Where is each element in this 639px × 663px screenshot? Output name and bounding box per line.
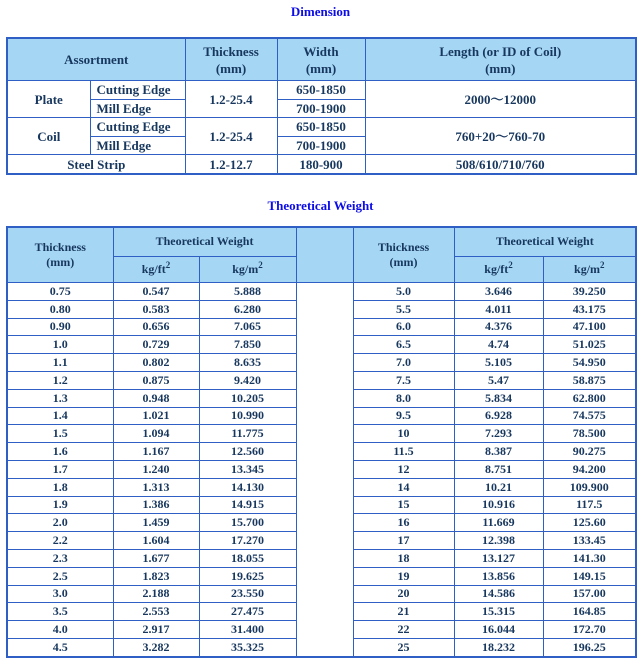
wt-left-thickness-cell: 0.90: [7, 318, 113, 336]
wt-right-kgft-cell: 14.586: [454, 585, 543, 603]
wt-left-kgm-sup: 2: [258, 259, 263, 270]
dim-coil-cutting-edge-cell: Cutting Edge: [90, 118, 185, 137]
weight-section-title: Theoretical Weight: [267, 197, 374, 213]
wt-left-kgft-cell: 0.656: [113, 318, 199, 336]
wt-left-kgft-cell: 2.553: [113, 603, 199, 621]
dim-plate-cutting-edge-cell: Cutting Edge: [90, 81, 185, 100]
wt-left-kgm-cell: 12.560: [199, 443, 296, 461]
wt-right-kgm-cell: 39.250: [543, 282, 636, 300]
dim-header-thickness: [185, 38, 277, 81]
wt-right-thickness-cell: 25: [353, 638, 454, 656]
wt-right-kgm-cell: 125.60: [543, 514, 636, 532]
wt-left-thickness-cell: 1.7: [7, 460, 113, 478]
wt-left-thickness-cell: 2.2: [7, 532, 113, 550]
wt-left-thickness-cell: 2.5: [7, 567, 113, 585]
wt-right-kgft-header: [454, 256, 543, 282]
wt-right-kgm-cell: 78.500: [543, 425, 636, 443]
wt-left-kgft-header: [113, 256, 199, 282]
wt-right-thickness-cell: 14: [353, 478, 454, 496]
wt-left-thickness-cell: 2.0: [7, 514, 113, 532]
wt-left-kgft-cell: 0.875: [113, 371, 199, 389]
wt-right-kgft-cell: 6.928: [454, 407, 543, 425]
wt-right-thickness-cell: 6.0: [353, 318, 454, 336]
wt-left-thickness-cell: 0.80: [7, 300, 113, 318]
wt-left-kgm-cell: 10.990: [199, 407, 296, 425]
wt-left-thickness-cell: 2.3: [7, 549, 113, 567]
wt-left-kgft-cell: 0.802: [113, 354, 199, 372]
wt-left-thickness-header: [7, 227, 113, 283]
wt-right-kgm-cell: 133.45: [543, 532, 636, 550]
dimension-row-steel-strip: [7, 155, 636, 174]
wt-left-kgft-cell: 1.240: [113, 460, 199, 478]
wt-left-kgft-cell: 0.583: [113, 300, 199, 318]
wt-left-kgft-cell: 1.094: [113, 425, 199, 443]
dim-coil-mill-edge-cell: Mill Edge: [90, 136, 185, 155]
wt-left-kgm-cell: 31.400: [199, 621, 296, 639]
wt-right-thickness-cell: 11.5: [353, 443, 454, 461]
wt-left-theoretical-weight-label: Theoretical Weight: [155, 234, 254, 249]
wt-right-thickness-cell: 22: [353, 621, 454, 639]
wt-right-theoretical-weight-header: [454, 227, 636, 257]
wt-right-thickness-label: Thickness: [377, 239, 430, 254]
wt-left-thickness-cell: 0.75: [7, 282, 113, 300]
wt-right-kgft-cell: 15.315: [454, 603, 543, 621]
wt-right-kgm-cell: 47.100: [543, 318, 636, 336]
wt-right-kgft-cell: 5.47: [454, 371, 543, 389]
wt-left-thickness-cell: 1.3: [7, 389, 113, 407]
wt-left-kgft-cell: 1.677: [113, 549, 199, 567]
wt-right-kgft-cell: 5.834: [454, 389, 543, 407]
wt-right-kgft-cell: 5.105: [454, 354, 543, 372]
dimension-header-row: [7, 38, 636, 81]
dim-header-length: [365, 38, 636, 81]
wt-right-kgm-cell: 196.25: [543, 638, 636, 656]
wt-right-kgft-cell: 7.293: [454, 425, 543, 443]
wt-left-kgft-cell: 2.188: [113, 585, 199, 603]
dimension-table: [6, 37, 637, 175]
theoretical-weight-table: [6, 226, 637, 658]
wt-right-kgm-cell: 94.200: [543, 460, 636, 478]
wt-left-kgft-cell: 0.729: [113, 336, 199, 354]
wt-right-thickness-cell: 5.0: [353, 282, 454, 300]
dimension-row-coil-cutting: [7, 118, 636, 137]
wt-right-thickness-cell: 18: [353, 549, 454, 567]
wt-right-kgm-cell: 62.800: [543, 389, 636, 407]
wt-right-kgft-cell: 16.044: [454, 621, 543, 639]
wt-right-kgft-cell: 12.398: [454, 532, 543, 550]
dim-plate-mill-edge-cell: Mill Edge: [90, 99, 185, 118]
wt-right-thickness-cell: 10: [353, 425, 454, 443]
dim-header-assortment-label: Assortment: [64, 52, 129, 67]
wt-right-thickness-cell: 19: [353, 567, 454, 585]
dim-coil-width-cutting-cell: 650-1850: [277, 118, 365, 137]
dimension-section-title: Dimension: [290, 4, 351, 19]
wt-right-kgft-sup: 2: [508, 259, 513, 270]
dim-header-width-unit: (mm): [305, 60, 337, 76]
wt-left-kgm-cell: 10.205: [199, 389, 296, 407]
dimension-row-plate-cutting: [7, 81, 636, 100]
wt-right-thickness-cell: 5.5: [353, 300, 454, 318]
wt-left-thickness-unit: (mm): [46, 254, 75, 269]
wt-left-kgft-cell: 2.917: [113, 621, 199, 639]
wt-right-kgm-label: kg/m: [574, 261, 601, 276]
dim-plate-length-cell: 2000～12000: [365, 81, 636, 118]
wt-left-kgft-cell: 0.547: [113, 282, 199, 300]
dim-header-width-label: Width: [303, 43, 339, 59]
wt-left-theoretical-weight-header: [113, 227, 296, 257]
weight-table-row: [7, 282, 636, 300]
wt-left-kgft-cell: 1.386: [113, 496, 199, 514]
dim-steel-strip-length-cell: 508/610/710/760: [365, 155, 636, 174]
wt-left-kgm-cell: 14.915: [199, 496, 296, 514]
wt-left-kgm-cell: 35.325: [199, 638, 296, 656]
weight-table-spacer-header: [296, 227, 353, 283]
wt-right-thickness-header: [353, 227, 454, 283]
wt-right-thickness-cell: 7.5: [353, 371, 454, 389]
wt-right-thickness-cell: 12: [353, 460, 454, 478]
wt-right-kgft-cell: 8.387: [454, 443, 543, 461]
wt-left-kgm-cell: 19.625: [199, 567, 296, 585]
dim-coil-thickness-cell: 1.2-25.4: [185, 118, 277, 155]
wt-left-thickness-cell: 1.5: [7, 425, 113, 443]
wt-left-thickness-label: Thickness: [34, 239, 86, 254]
dim-header-thickness-unit: (mm): [215, 60, 247, 76]
wt-right-thickness-cell: 15: [353, 496, 454, 514]
wt-left-thickness-cell: 1.1: [7, 354, 113, 372]
dim-header-width: [277, 38, 365, 81]
wt-left-kgft-cell: 1.167: [113, 443, 199, 461]
wt-left-kgm-label: kg/m: [232, 261, 259, 276]
wt-left-kgm-cell: 6.280: [199, 300, 296, 318]
wt-right-kgft-cell: 13.856: [454, 567, 543, 585]
wt-left-kgft-cell: 1.021: [113, 407, 199, 425]
wt-right-thickness-cell: 20: [353, 585, 454, 603]
wt-left-thickness-cell: 1.9: [7, 496, 113, 514]
wt-left-kgm-cell: 17.270: [199, 532, 296, 550]
wt-left-thickness-cell: 1.8: [7, 478, 113, 496]
wt-right-kgft-cell: 4.376: [454, 318, 543, 336]
wt-right-kgft-cell: 4.74: [454, 336, 543, 354]
wt-left-kgm-cell: 23.550: [199, 585, 296, 603]
wt-right-kgm-cell: 141.30: [543, 549, 636, 567]
dim-plate-thickness-cell: 1.2-25.4: [185, 81, 277, 118]
wt-left-kgm-cell: 14.130: [199, 478, 296, 496]
dim-coil-width-mill-cell: 700-1900: [277, 136, 365, 155]
wt-right-kgm-cell: 58.875: [543, 371, 636, 389]
wt-right-kgft-cell: 3.646: [454, 282, 543, 300]
wt-right-kgm-sup: 2: [600, 259, 605, 270]
wt-right-kgm-cell: 74.575: [543, 407, 636, 425]
wt-right-kgm-cell: 90.275: [543, 443, 636, 461]
wt-right-thickness-cell: 6.5: [353, 336, 454, 354]
dim-header-thickness-label: Thickness: [203, 43, 259, 59]
dim-steel-strip-label-cell: Steel Strip: [7, 155, 185, 174]
wt-right-kgm-cell: 109.900: [543, 478, 636, 496]
wt-left-thickness-cell: 1.0: [7, 336, 113, 354]
wt-right-thickness-unit: (mm): [389, 254, 418, 269]
wt-left-kgft-cell: 1.459: [113, 514, 199, 532]
wt-right-kgm-cell: 164.85: [543, 603, 636, 621]
weight-header-row-1: [7, 227, 636, 257]
dim-coil-length-cell: 760+20～760-70: [365, 118, 636, 155]
dim-plate-width-mill-cell: 700-1900: [277, 99, 365, 118]
wt-left-kgm-cell: 7.065: [199, 318, 296, 336]
wt-left-thickness-cell: 1.4: [7, 407, 113, 425]
weight-table-spacer-column: [296, 282, 353, 656]
wt-left-thickness-cell: 3.5: [7, 603, 113, 621]
wt-left-kgm-cell: 7.850: [199, 336, 296, 354]
wt-right-kgft-label: kg/ft: [484, 261, 509, 276]
wt-left-thickness-cell: 1.6: [7, 443, 113, 461]
wt-left-kgm-cell: 5.888: [199, 282, 296, 300]
wt-right-kgm-cell: 54.950: [543, 354, 636, 372]
wt-left-thickness-cell: 4.0: [7, 621, 113, 639]
wt-right-kgft-cell: 10.916: [454, 496, 543, 514]
wt-right-thickness-cell: 17: [353, 532, 454, 550]
dim-header-assortment: [7, 38, 185, 81]
dim-plate-label-cell: Plate: [7, 81, 90, 118]
wt-right-theoretical-weight-label: Theoretical Weight: [495, 234, 594, 249]
wt-right-kgm-cell: 172.70: [543, 621, 636, 639]
wt-right-kgm-cell: 117.5: [543, 496, 636, 514]
wt-left-kgft-cell: 3.282: [113, 638, 199, 656]
wt-right-thickness-cell: 8.0: [353, 389, 454, 407]
wt-left-kgm-cell: 8.635: [199, 354, 296, 372]
wt-right-thickness-cell: 7.0: [353, 354, 454, 372]
wt-right-kgft-cell: 13.127: [454, 549, 543, 567]
wt-right-kgm-cell: 51.025: [543, 336, 636, 354]
wt-left-kgm-cell: 27.475: [199, 603, 296, 621]
wt-left-kgft-cell: 0.948: [113, 389, 199, 407]
wt-left-kgm-header: [199, 256, 296, 282]
wt-left-thickness-cell: 1.2: [7, 371, 113, 389]
wt-right-thickness-cell: 16: [353, 514, 454, 532]
wt-left-kgm-cell: 13.345: [199, 460, 296, 478]
dim-header-length-unit: (mm): [485, 60, 516, 76]
wt-right-kgft-cell: 4.011: [454, 300, 543, 318]
wt-left-kgm-cell: 9.420: [199, 371, 296, 389]
wt-left-thickness-cell: 4.5: [7, 638, 113, 656]
wt-right-kgm-cell: 149.15: [543, 567, 636, 585]
wt-left-kgft-cell: 1.823: [113, 567, 199, 585]
wt-right-kgft-cell: 10.21: [454, 478, 543, 496]
dim-steel-strip-thickness-cell: 1.2-12.7: [185, 155, 277, 174]
wt-left-kgft-sup: 2: [165, 259, 171, 270]
dim-plate-width-cutting-cell: 650-1850: [277, 81, 365, 100]
wt-left-kgft-cell: 1.313: [113, 478, 199, 496]
wt-left-kgft-label: kg/ft: [141, 261, 166, 276]
dim-header-length-label: Length (or ID of Coil): [439, 43, 562, 59]
wt-right-thickness-cell: 9.5: [353, 407, 454, 425]
wt-right-kgft-cell: 11.669: [454, 514, 543, 532]
wt-right-thickness-cell: 21: [353, 603, 454, 621]
wt-left-kgm-cell: 11.775: [199, 425, 296, 443]
wt-right-kgft-cell: 8.751: [454, 460, 543, 478]
dim-steel-strip-width-cell: 180-900: [277, 155, 365, 174]
wt-left-thickness-cell: 3.0: [7, 585, 113, 603]
wt-right-kgft-cell: 18.232: [454, 638, 543, 656]
wt-right-kgm-header: [543, 256, 636, 282]
dim-coil-label-cell: Coil: [7, 118, 90, 155]
wt-left-kgm-cell: 15.700: [199, 514, 296, 532]
wt-right-kgm-cell: 157.00: [543, 585, 636, 603]
wt-right-kgm-cell: 43.175: [543, 300, 636, 318]
wt-left-kgm-cell: 18.055: [199, 549, 296, 567]
wt-left-kgft-cell: 1.604: [113, 532, 199, 550]
